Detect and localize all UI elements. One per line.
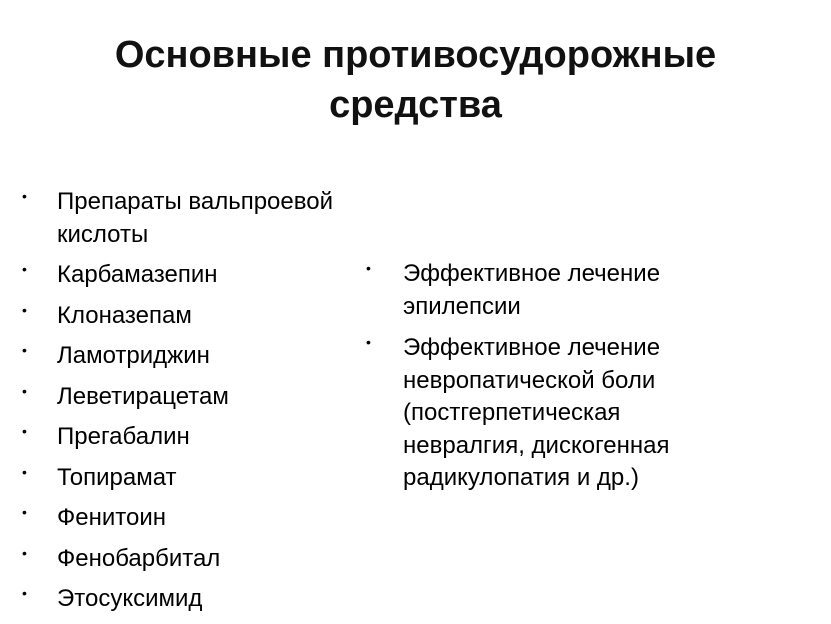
bullet-icon: • xyxy=(22,423,27,439)
slide-title: Основные противосудорожные средства xyxy=(114,34,717,126)
list-item xyxy=(22,583,382,616)
indication-list xyxy=(366,258,726,504)
bullet-icon: • xyxy=(366,260,371,276)
list-item-text: Фенобарбитал xyxy=(57,544,221,572)
list-item xyxy=(22,340,382,373)
list-item-text: Ламотриджин xyxy=(57,342,210,369)
list-item-text: Этосуксимид xyxy=(57,585,203,612)
list-item xyxy=(22,381,382,414)
list-item-text: Леветирацетам xyxy=(57,382,229,410)
bullet-icon: • xyxy=(22,585,27,601)
list-item xyxy=(22,186,382,251)
list-item-text: Клоназепам xyxy=(57,301,192,329)
list-item xyxy=(366,332,726,495)
bullet-icon: • xyxy=(22,301,27,318)
list-item xyxy=(22,502,382,535)
list-item-text: Топирамат xyxy=(57,463,177,491)
list-item xyxy=(366,258,726,323)
list-item-text: Фенитоин xyxy=(57,504,166,531)
bullet-icon: • xyxy=(22,188,27,204)
list-item-text: Эффективное лечение эпилепсии xyxy=(403,260,661,320)
bullet-icon: • xyxy=(22,504,27,520)
bullet-icon: • xyxy=(366,334,371,350)
bullet-icon: • xyxy=(22,544,27,561)
bullet-icon: • xyxy=(22,382,27,399)
drug-list xyxy=(22,186,382,624)
list-item-text: Эффективное лечение невропатической боли (постгерпетическая невралгия, дискогенная радикулопатия и др.) xyxy=(403,334,670,491)
list-item-text: Прегабалин xyxy=(57,423,190,450)
list-item xyxy=(22,421,382,454)
list-item-text: Препараты вальпроевой кислоты xyxy=(57,188,333,248)
list-item xyxy=(22,300,382,333)
bullet-icon: • xyxy=(22,463,27,480)
bullet-icon: • xyxy=(22,342,27,358)
list-item xyxy=(22,462,382,495)
list-item xyxy=(22,543,382,576)
bullet-icon: • xyxy=(22,261,27,277)
list-item-text: Карбамазепин xyxy=(57,261,218,288)
list-item xyxy=(22,259,382,292)
